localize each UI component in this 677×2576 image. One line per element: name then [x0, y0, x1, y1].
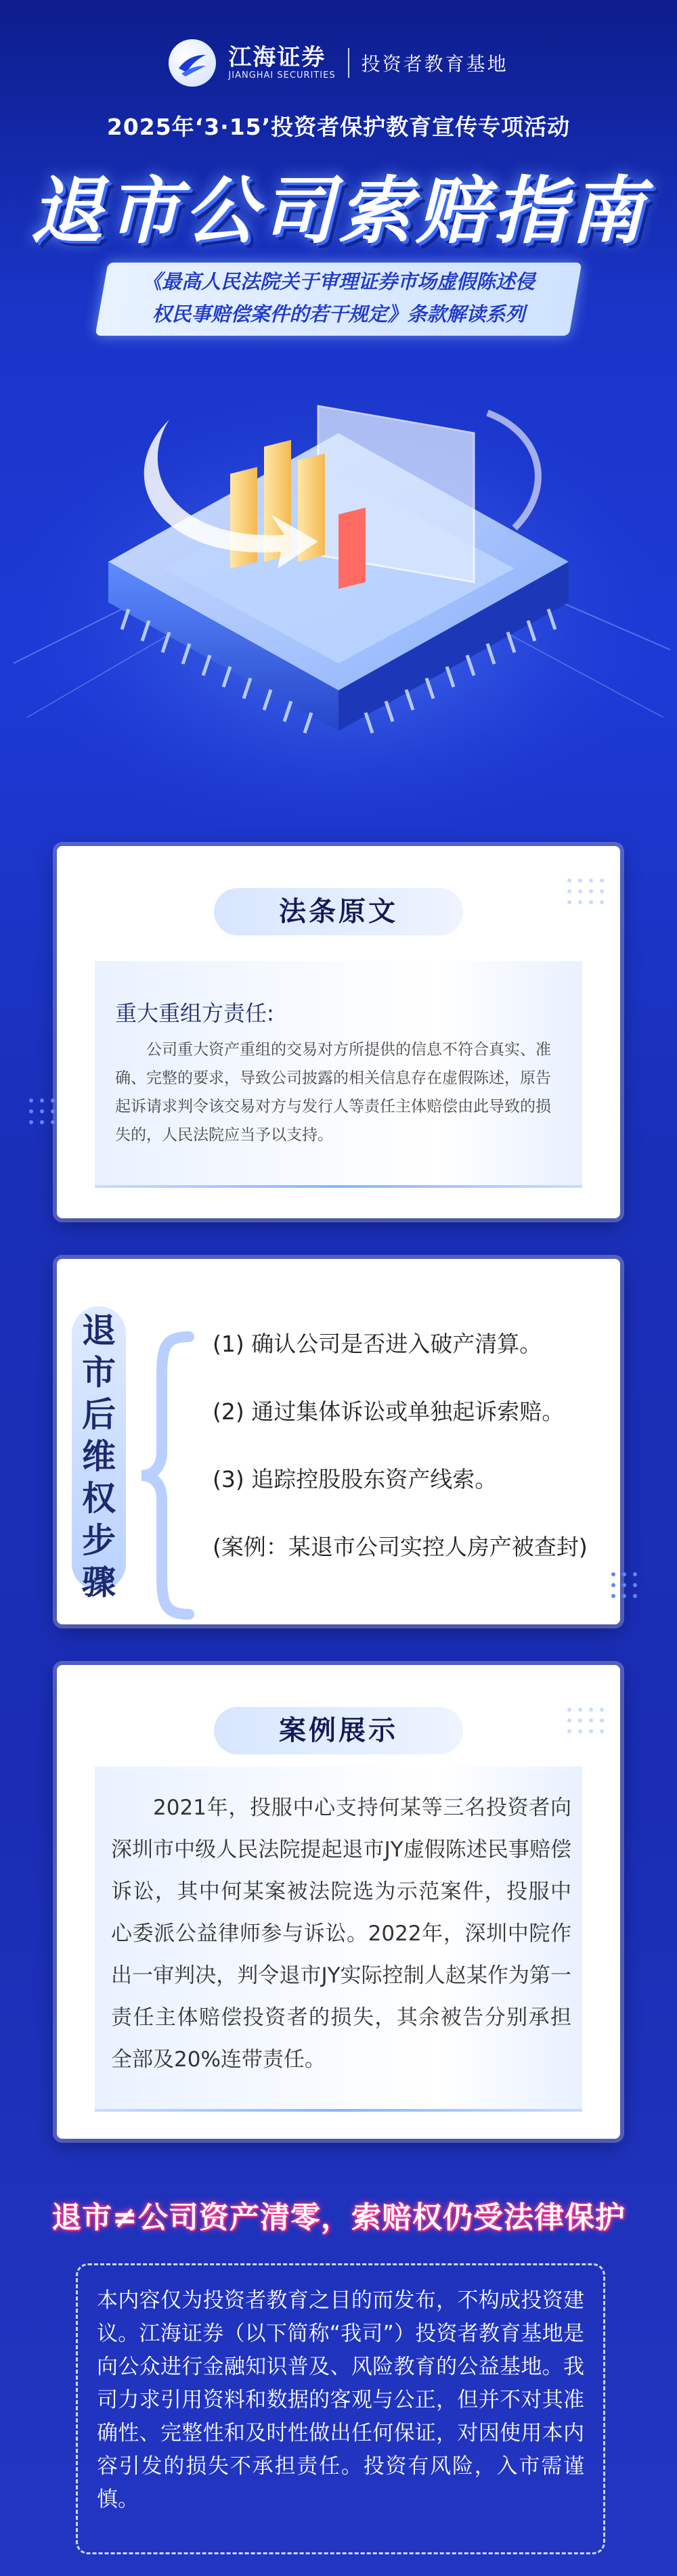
case-card — [57, 1665, 620, 2139]
page-title: 退市公司索赔指南 — [29, 169, 647, 254]
case-body: 2021年，投服中心支持何某等三名投资者向深圳市中级人民法院提起退市JY虚假陈述民事赔偿诉讼，其中何某案被法院选为示范案件，投服中心委派公益律师参与诉讼。2022年，深圳中院作出一审判决，判令退市JY实际控制人赵某作为第一责任主体赔偿投资者的损失，其余被告分别承担全部及20%连带责任。 — [111, 1796, 571, 2072]
subtitle-line-1: 《最高人民法院关于审理证券市场虚假陈述侵 — [141, 270, 535, 293]
logo-cn: 江海证券 — [228, 44, 326, 72]
subtitle-line-2: 权民事赔偿案件的若干规定》条款解读系列 — [152, 303, 525, 326]
investor-base-label: 投资者教育基地 — [361, 53, 508, 75]
case-card-title: 案例展示 — [214, 1707, 463, 1754]
steps-card — [57, 1259, 620, 1624]
step-item-4: (案例：某退市公司实控人房产被查封) — [213, 1534, 588, 1560]
logo-divider — [348, 48, 349, 78]
dots-decor-3 — [27, 1096, 81, 1137]
logo-en: JIANGHAI SECURITIES — [228, 70, 336, 81]
dots-decor-1 — [565, 876, 619, 917]
step-item-1: (1) 确认公司是否进入破产清算。 — [213, 1331, 542, 1357]
slogan: 退市≠公司资产清零，索赔权仍受法律保护 — [51, 2200, 626, 2235]
law-quote-box — [95, 961, 582, 1188]
disclaimer-box — [76, 2263, 605, 2554]
disclaimer-text: 本内容仅为投资者教育之目的而发布，不构成投资建议。江海证券（以下简称“我司”）投资者教育基地是向公众进行金融知识普及、风险教育的公益基地。我司力求引用资料和数据的客观与公正，但并不对其准确性、完整性和及时性做出任何保证，对因使用本内容引发的损失不承担责任。投资有风险，入市需谨慎。 — [97, 2288, 584, 2512]
law-body: 公司重大资产重组的交易对方所提供的信息不符合真实、准确、完整的要求，导致公司披露的相关信息存在虚假陈述，原告起诉请求判令该交易对方与发行人等责任主体赔偿由此导致的损失的，人民法院应当予以支持。 — [115, 1041, 551, 1144]
curly-brace-icon — [135, 1306, 202, 1645]
step-item-2: (2) 通过集体诉讼或单独起诉索赔。 — [213, 1398, 565, 1425]
subtitle — [102, 265, 575, 330]
dots-decor-4 — [609, 1570, 657, 1611]
brand-header — [0, 39, 677, 87]
logo-wordmark — [228, 45, 335, 81]
jianghai-logo-icon — [169, 39, 216, 87]
campaign-title: 2025年‘3·15’投资者保护教育宣传专项活动 — [106, 114, 571, 140]
law-card — [57, 846, 620, 1218]
step-item-3: (3) 追踪控股股东资产线索。 — [213, 1466, 498, 1492]
case-quote-box — [95, 1767, 582, 2112]
steps-title: 退市后维权步骤 — [82, 1311, 116, 1602]
dots-decor-2 — [565, 1706, 619, 1746]
law-heading: 重大重组方责任: — [115, 1000, 274, 1026]
law-card-title: 法条原文 — [214, 888, 463, 935]
